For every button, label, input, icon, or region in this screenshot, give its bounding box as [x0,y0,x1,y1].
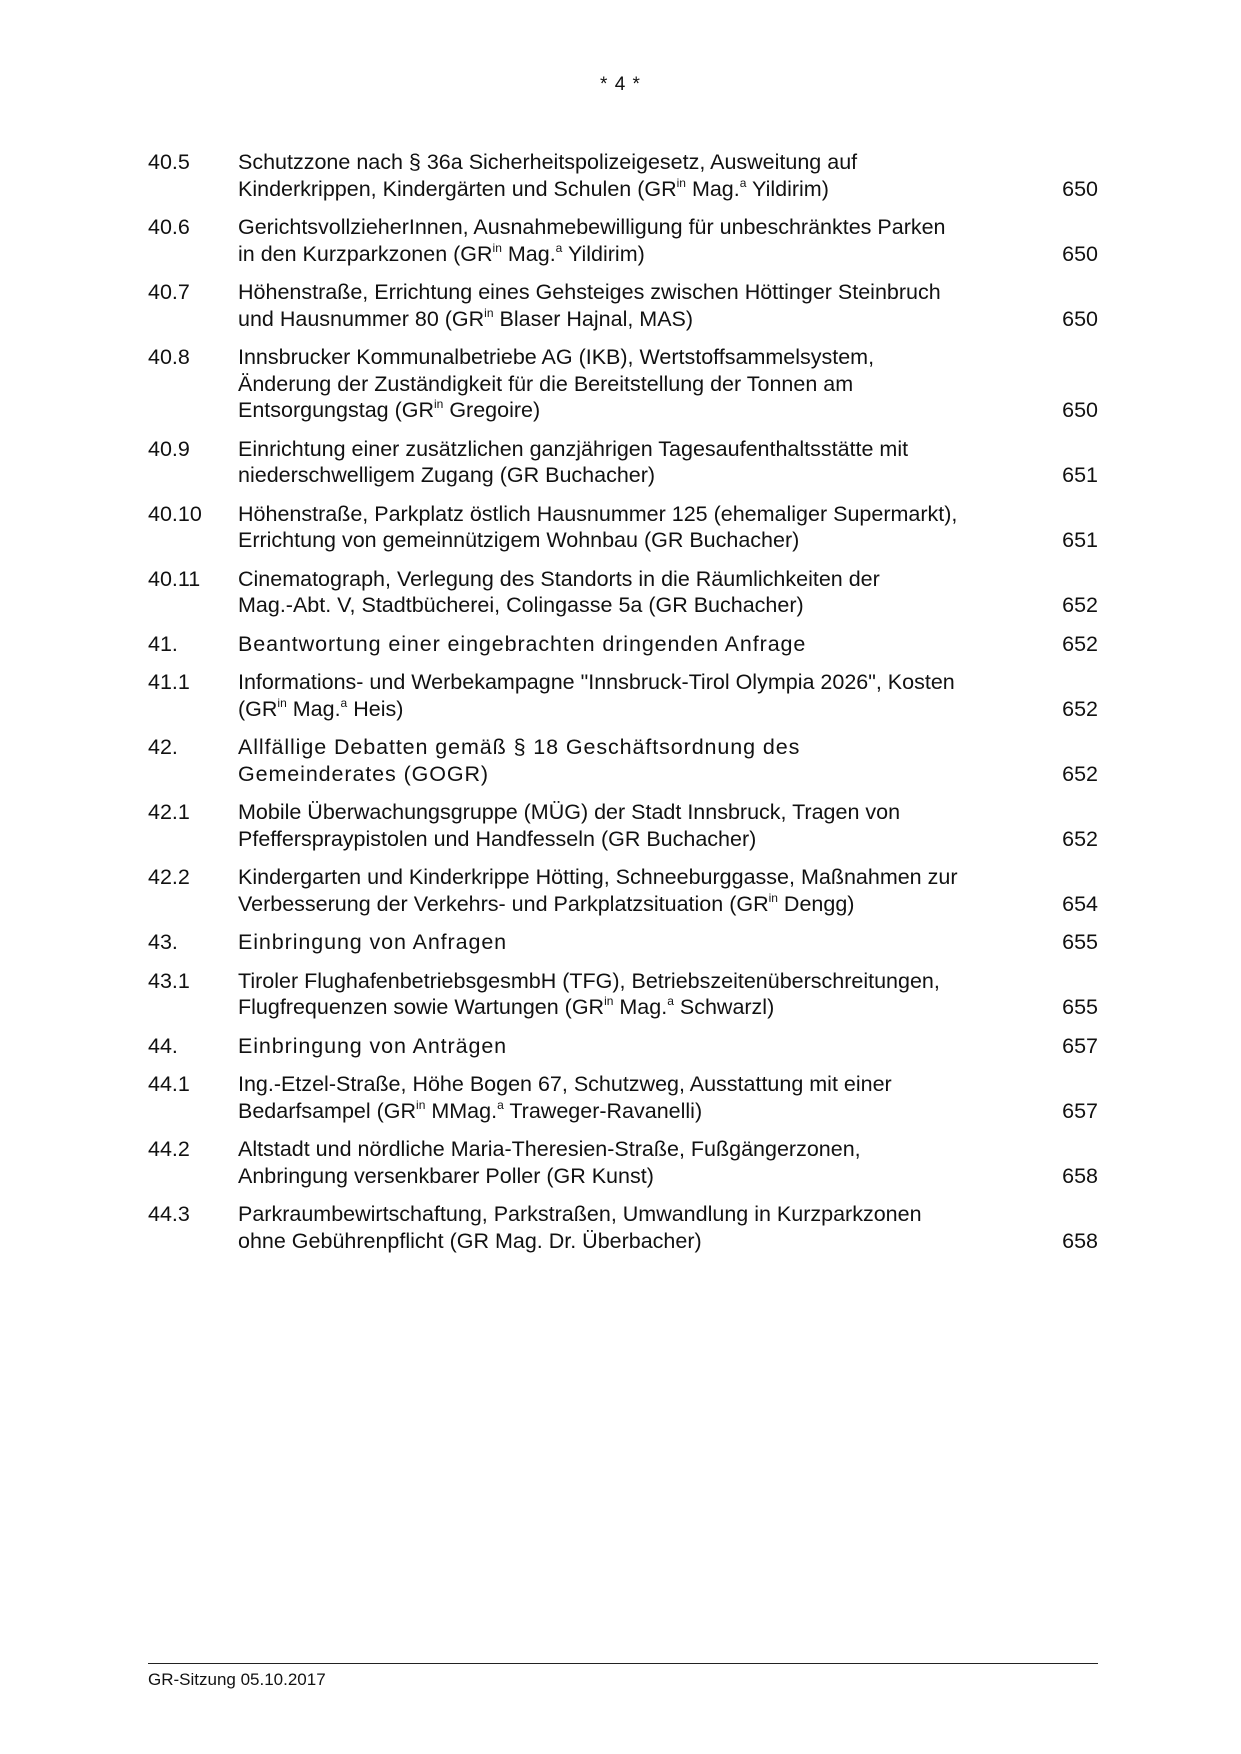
title-superscript: a [497,1097,504,1112]
title-superscript: in [277,695,287,710]
toc-entry-number: 40.5 [148,150,190,174]
toc-entry-title [238,799,1038,852]
toc-entry-number: 40.11 [148,566,201,591]
toc-entry [148,566,1098,619]
toc-entry-title [238,149,1038,202]
toc-entry-number: 43.1 [148,968,190,993]
title-superscript: in [434,397,444,411]
toc-entry-number: 40.7 [148,280,190,304]
toc-entry [148,344,1098,424]
title-text: Heis) [347,696,404,721]
toc-entry [148,799,1098,852]
toc-entry [148,968,1098,1021]
title-text: Einbringung von Anträgen [238,1033,508,1058]
toc-section-heading [148,1033,1098,1060]
title-superscript: in [604,994,614,1008]
toc-entry-title [238,214,1038,267]
title-text: Altstadt und nördliche Maria-Theresien-Straße, Fußgängerzonen, Anbringung versenkbarer Poller (GR Kunst) [238,1137,861,1188]
toc-entry-title [238,279,1038,332]
toc-entry-page: 650 [1062,398,1098,422]
toc-entry-number: 41. [148,631,178,656]
title-text: Kindergarten und Kinderkrippe Hötting, Schneeburggasse, Maßnahmen zur Verbesserung der Verkehrs- und Parkplatzsituation (GR [238,865,958,916]
title-text: GerichtsvollzieherInnen, Ausnahmebewilligung für unbeschränktes Parken in den Kurzparkzonen (GR [238,215,946,266]
title-superscript: a [667,994,674,1008]
toc-section-heading [148,734,1098,787]
toc-entry-number: 40.8 [148,345,190,369]
toc-entry-page: 652 [1062,631,1098,656]
toc-entry-title [238,929,1038,956]
title-text: Ing.-Etzel-Straße, Höhe Bogen 67, Schutzweg, Ausstattung mit einer Bedarfsampel (GR [238,1072,892,1123]
toc-entry-page: 650 [1062,241,1098,266]
toc-entry-number: 40.9 [148,436,190,461]
toc-entry-title [238,1033,1038,1060]
toc-entry-number: 41.1 [148,670,190,694]
toc-entry [148,149,1098,202]
title-text: Mag. [501,241,556,266]
title-text: Blaser Hajnal, MAS) [493,306,694,331]
title-text: Einbringung von Anfragen [238,930,508,954]
title-superscript: a [555,240,563,255]
toc-entry [148,669,1098,722]
title-superscript: in [492,240,502,255]
toc-entry-title [238,501,1038,554]
title-superscript: a [340,695,348,710]
toc-section-heading [148,929,1098,956]
toc-entry-title [238,864,1038,917]
title-text: Parkraumbewirtschaftung, Parkstraßen, Umwandlung in Kurzparkzonen ohne Gebührenpflicht (GR Mag. Dr. Überbacher) [238,1202,922,1253]
title-superscript: in [768,890,778,905]
toc-entry-page: 658 [1062,1228,1098,1253]
title-text: Mag. [286,696,341,721]
title-text: Mobile Überwachungsgruppe (MÜG) der Stadt Innsbruck, Tragen von Pfefferspraypistolen und Handfesseln (GR Buchacher) [238,800,901,851]
toc-entry-number: 44.3 [148,1202,190,1226]
footer-session-date: GR-Sitzung 05.10.2017 [148,1670,326,1689]
toc-entry-page: 652 [1062,696,1098,721]
toc-section-heading [148,631,1098,658]
toc-entry-number: 40.6 [148,215,190,239]
title-text: Traweger-Ravanelli) [503,1098,703,1123]
toc-entry-number: 42.2 [148,865,190,889]
toc-entry-number: 40.10 [148,501,202,526]
toc-entry-page: 652 [1062,826,1098,851]
toc-entry-title [238,1071,1038,1124]
title-superscript: in [484,305,494,320]
toc-entry-page: 657 [1062,1098,1098,1123]
toc-entry [148,214,1098,267]
toc-entry-page: 658 [1062,1163,1098,1188]
title-text: Mag. [685,176,740,201]
toc-entry-title [238,631,1038,658]
toc-entry-number: 42. [148,735,178,759]
toc-entry-number: 42.1 [148,800,190,824]
toc-entry-page: 652 [1062,593,1098,617]
toc-entry [148,864,1098,917]
toc-entry-title [238,1201,1038,1254]
title-text: Höhenstraße, Errichtung eines Gehsteiges zwischen Höttinger Steinbruch und Hausnummer 80 (GR [238,280,941,331]
table-of-contents [148,149,1098,1266]
toc-entry-page: 651 [1062,463,1098,487]
title-text: Innsbrucker Kommunalbetriebe AG (IKB), Wertstoffsammelsystem, Änderung der Zuständigkeit für die Bereitstellung der Tonnen am Entsorgungstag (GR [238,345,875,422]
toc-entry-number: 44.1 [148,1072,190,1096]
toc-entry-page: 651 [1062,528,1098,552]
toc-entry [148,279,1098,332]
title-text: Schwarzl) [673,995,775,1019]
toc-entry-title [238,436,1038,489]
title-text: Dengg) [777,891,855,916]
toc-entry [148,1136,1098,1189]
toc-entry-title [238,344,1038,424]
toc-entry-title [238,566,1038,619]
toc-entry-page: 657 [1062,1033,1098,1058]
title-text: Yildirim) [562,241,645,266]
toc-entry-page: 650 [1062,176,1098,201]
toc-entry [148,1201,1098,1254]
title-text: Beantwortung einer eingebrachten dringenden Anfrage [238,631,807,656]
title-superscript: in [416,1097,426,1112]
toc-entry-page: 650 [1062,306,1098,331]
title-text: Allfällige Debatten gemäß § 18 Geschäftsordnung des Gemeinderates (GOGR) [238,735,801,786]
toc-entry [148,501,1098,554]
title-superscript: in [676,175,686,190]
title-text: Einrichtung einer zusätzlichen ganzjährigen Tagesaufenthaltsstätte mit niederschwelligem Zugang (GR Buchacher) [238,436,909,487]
title-text: Mag. [613,995,668,1019]
title-text: Gregoire) [443,398,541,422]
page-marker: * 4 * [600,74,641,95]
title-text: Schutzzone nach § 36a Sicherheitspolizeigesetz, Ausweitung auf Kinderkrippen, Kindergärten und Schulen (GR [238,150,858,201]
toc-entry-number: 44.2 [148,1137,190,1161]
title-text: Höhenstraße, Parkplatz östlich Hausnummer 125 (ehemaliger Supermarkt), Errichtung von gemeinnützigem Wohnbau (GR Buchacher) [238,501,958,552]
toc-entry-title [238,734,1038,787]
toc-entry-title [238,968,1038,1021]
toc-entry-title [238,669,1038,722]
toc-entry-number: 44. [148,1033,178,1058]
toc-entry-page: 654 [1062,891,1098,916]
title-text: Cinematograph, Verlegung des Standorts in die Räumlichkeiten der Mag.-Abt. V, Stadtbücherei, Colingasse 5a (GR Buchacher) [238,566,880,617]
toc-entry-page: 655 [1062,930,1098,954]
title-text: Tiroler FlughafenbetriebsgesmbH (TFG), Betriebszeitenüberschreitungen, Flugfrequenzen sowie Wartungen (GR [238,968,940,1019]
toc-entry [148,1071,1098,1124]
title-text: Informations- und Werbekampagne "Innsbruck-Tirol Olympia 2026", Kosten (GR [238,670,955,721]
toc-entry-page: 655 [1062,995,1098,1019]
title-superscript: a [739,175,747,190]
footer-divider [148,1663,1098,1664]
toc-entry-number: 43. [148,930,178,954]
title-text: MMag. [425,1098,498,1123]
title-text: Yildirim) [746,176,829,201]
toc-entry-title [238,1136,1038,1189]
toc-entry-page: 652 [1062,761,1098,786]
toc-entry [148,436,1098,489]
